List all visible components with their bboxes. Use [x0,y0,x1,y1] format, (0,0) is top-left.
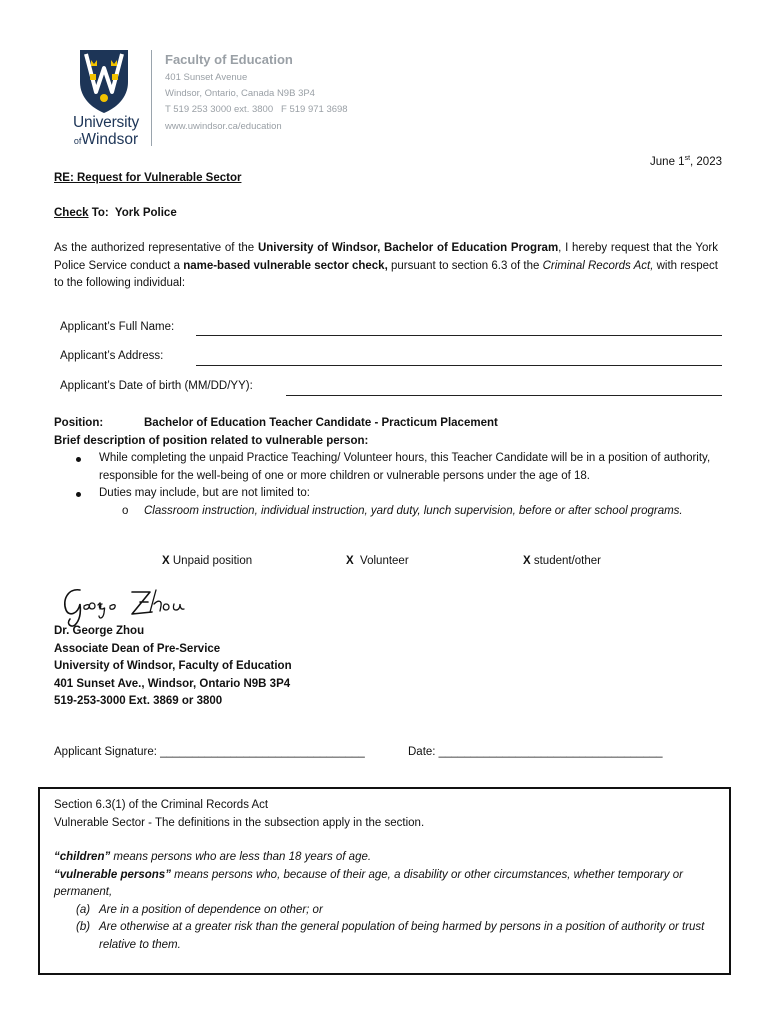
definition-vulnerable-persons: “vulnerable persons” means persons who, because of their age, a disability or other circumstances, whether temporary or permanent, [54,868,683,898]
definition-children: “children” means persons who are less than 18 years of age. [54,851,372,863]
brief-description-heading: Brief description of position related to vulnerable person: [54,434,369,447]
list-item: Duties may include, but are not limited to: [54,485,734,503]
sub-list-item: o Classroom instruction, individual instruction, yard duty, lunch supervision, before or after school programs. [122,504,683,517]
faculty-name: Faculty of Education [165,52,293,67]
letterhead-divider [151,50,152,146]
address-line-1: 401 Sunset Avenue [165,72,248,83]
request-paragraph: As the authorized representative of the University of Windsor, Bachelor of Education Program, I hereby request that the York Police Service conduct a name-based vulnerable sector check, pursuant to section 6.3 of the Criminal Records Act, with respect to the following individual: [54,242,719,289]
signer-block [54,623,292,711]
bullet-icon [76,457,81,462]
list-item: While completing the unpaid Practice Teaching/ Volunteer hours, this Teacher Candidate will be in a position of authority, responsible for the well-being of one or more children or vulnerable persons under the age of 18. [54,450,734,485]
position-value: Bachelor of Education Teacher Candidate - Practicum Placement [144,417,498,429]
legal-subtitle: Vulnerable Sector - The definitions in the subsection apply in the section. [54,816,425,829]
address-field[interactable] [196,365,722,366]
phone-fax-line: T 519 253 3000 ext. 3800 F 519 971 3698 [165,104,348,115]
letter-date: June 1st, 2023 [650,155,722,168]
handwritten-signature [58,584,208,628]
applicant-signature-field[interactable]: Applicant Signature: ________________________________ [54,746,365,758]
list-item: (a) Are in a position of dependence on other; or [76,903,323,916]
university-wordmark: University ofWindsor [72,114,140,148]
signer-phone: 519-253-3000 Ext. 3869 or 3800 [54,695,223,707]
address-label: Applicant’s Address: [60,350,164,362]
list-item: (b) Are otherwise at a greater risk than the general population of being harmed by persons in a position of authority or trust relative to them. [76,921,705,951]
bullet-icon [76,492,81,497]
full-name-label: Applicant’s Full Name: [60,321,175,333]
student-other-option: X student/other [523,555,601,567]
dob-label: Applicant’s Date of birth (MM/DD/YY): [60,380,253,392]
volunteer-option: X Volunteer [346,555,409,567]
signer-title: Associate Dean of Pre-Service [54,642,221,655]
full-name-field[interactable] [196,335,722,336]
applicant-date-field[interactable]: Date: ___________________________________ [408,746,663,758]
position-label: Position: [54,417,104,429]
signer-organization: University of Windsor, Faculty of Education [54,660,292,672]
check-to-line: Check To: York Police [54,207,177,219]
signer-name: Dr. George Zhou [54,625,145,637]
position-block [54,415,734,520]
dob-field[interactable] [286,395,722,396]
signer-address: 401 Sunset Ave., Windsor, Ontario N9B 3P4 [54,677,291,690]
address-line-2: Windsor, Ontario, Canada N9B 3P4 [165,88,315,99]
criminal-records-act-box [38,787,731,975]
legal-section-title: Section 6.3(1) of the Criminal Records Act [54,799,269,811]
university-crest-logo [78,48,130,114]
unpaid-position-option: X Unpaid position [162,555,253,567]
re-line: RE: Request for Vulnerable Sector [54,172,242,184]
website-line: www.uwindsor.ca/education [165,121,282,132]
